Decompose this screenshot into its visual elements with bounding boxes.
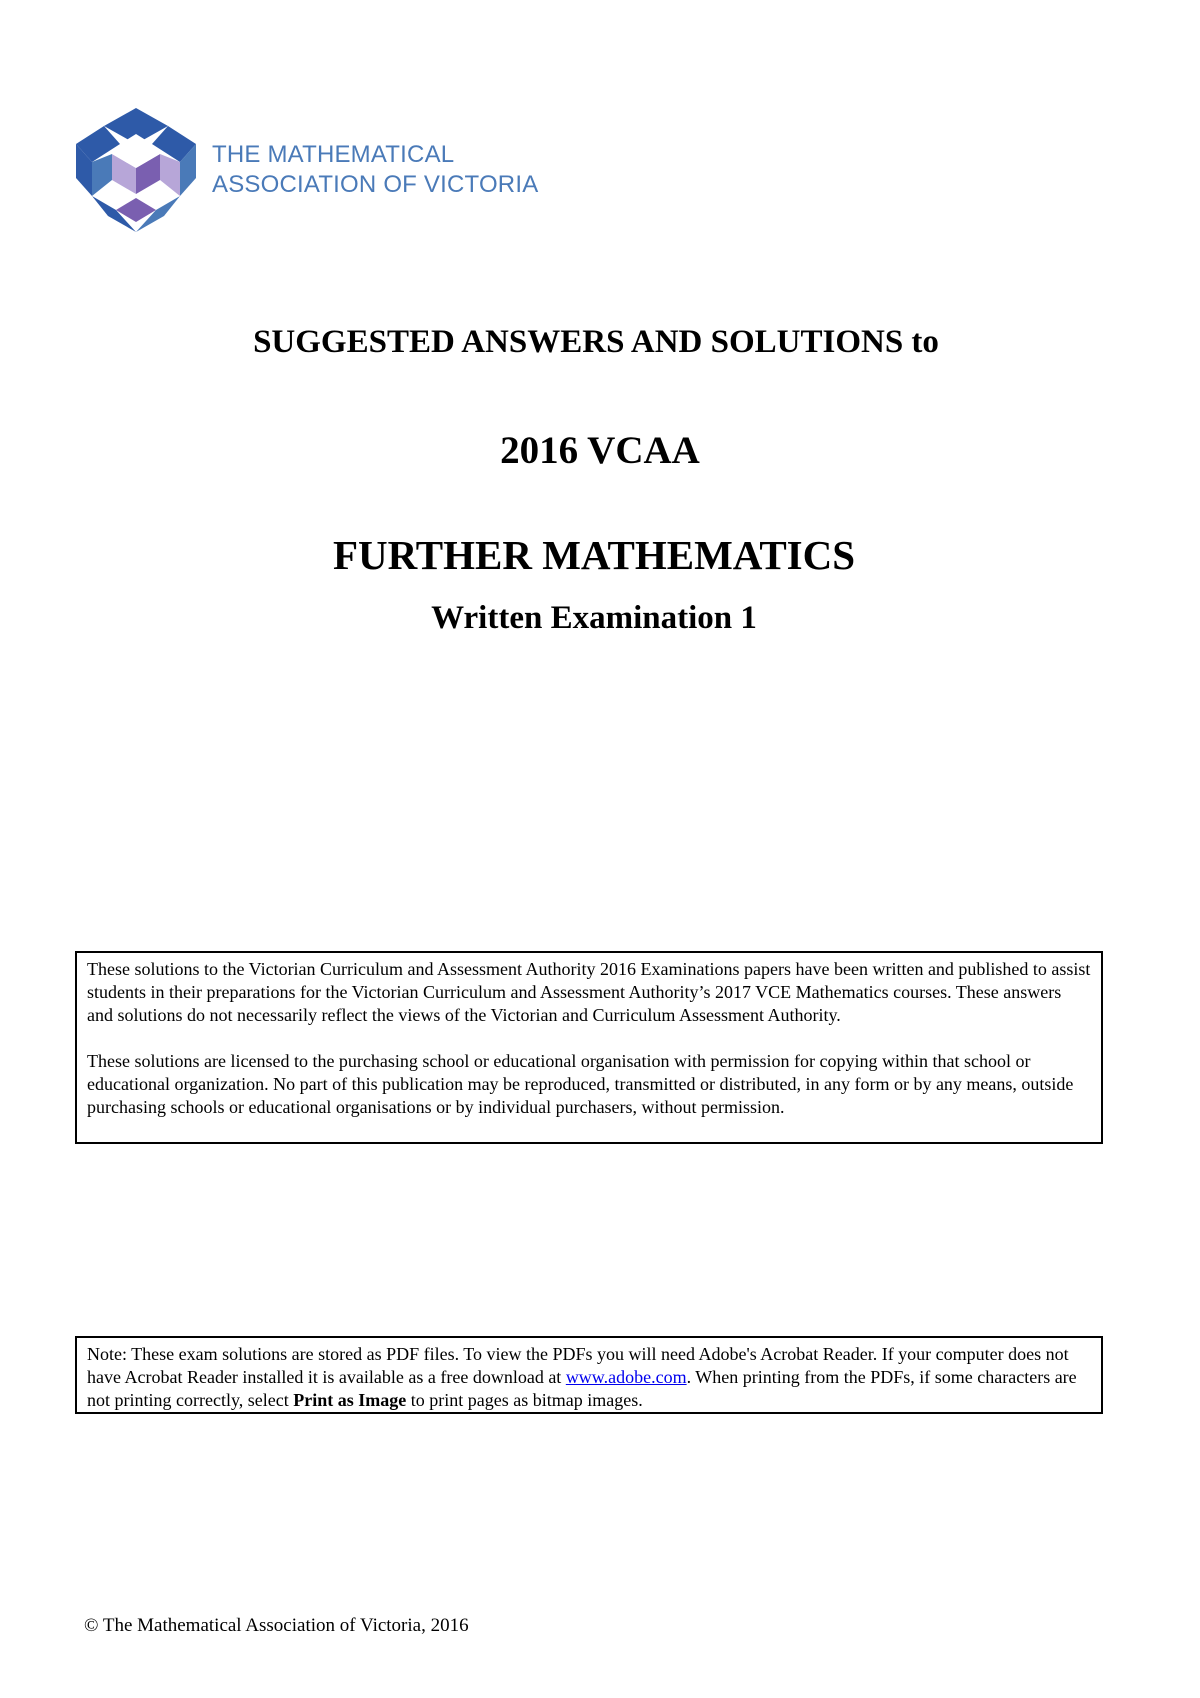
note-box — [75, 1336, 1103, 1414]
logo-wordmark — [212, 140, 538, 200]
disclaimer-box — [75, 951, 1103, 1144]
heading-year-vcaa: 2016 VCAA — [500, 429, 700, 472]
heading-subject: FURTHER MATHEMATICS — [332, 532, 856, 578]
heading-suggested-answers: SUGGESTED ANSWERS AND SOLUTIONS to — [253, 324, 939, 360]
disclaimer-paragraph-1: These solutions to the Victorian Curriculum and Assessment Authority 2016 Examinations papers have been written and published to assist students in their preparations for the Victorian Curriculum and Assessment Authority’s 2017 VCE Mathematics courses. These answers and solutions do not necessarily reflect the views of the Victorian and Curriculum Assessment Authority. — [87, 959, 1091, 1025]
note-text-after-link: . When printing from the PDFs, if some characters are not printing correctly, select — [87, 1367, 1077, 1410]
heading-exam-name: Written Examination 1 — [431, 600, 757, 636]
print-as-image-text: Print as Image — [293, 1390, 407, 1410]
note-text-before-link: Note: These exam solutions are stored as PDF files. To view the PDFs you will need Adobe's Acrobat Reader. If your computer does not have Acrobat Reader installed it is available as a free download at — [87, 1344, 1069, 1387]
copyright-footer: © The Mathematical Association of Victoria, 2016 — [84, 1615, 469, 1636]
note-paragraph — [87, 1343, 1091, 1412]
mav-logo-icon — [72, 104, 200, 236]
disclaimer-paragraph-2: These solutions are licensed to the purchasing school or educational organisation with permission for copying within that school or educational organization. No part of this publication may be reproduced, transmitted or distributed, in any form or by any means, outside purchasing schools or educational organisations or by individual purchasers, without permission. — [87, 1051, 1074, 1117]
logo-line-1: THE MATHEMATICAL — [212, 141, 455, 168]
adobe-link[interactable]: www.adobe.com — [565, 1367, 687, 1387]
mav-logo — [72, 104, 538, 236]
logo-line-2: ASSOCIATION OF VICTORIA — [212, 171, 539, 198]
note-text-end: to print pages as bitmap images. — [406, 1390, 643, 1410]
